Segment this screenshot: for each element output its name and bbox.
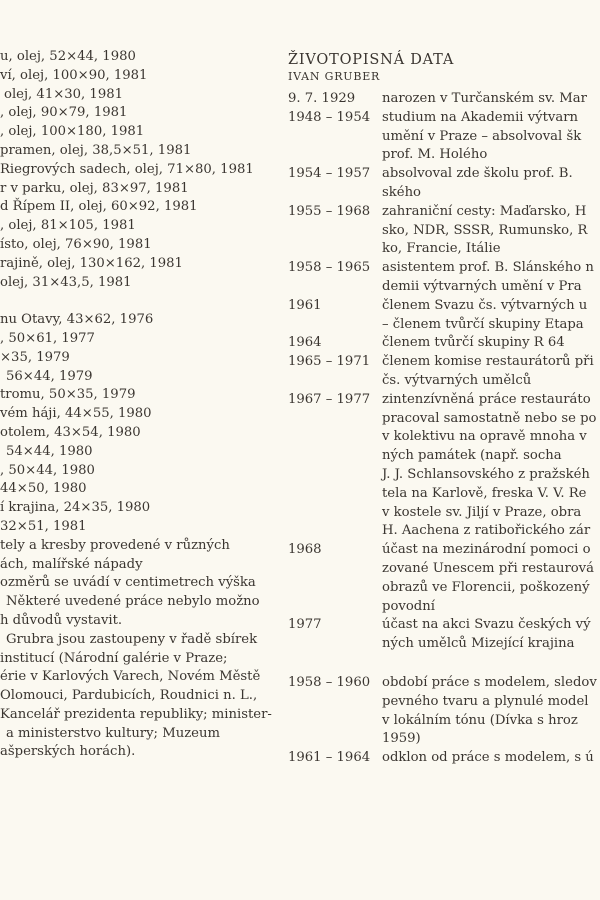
entry-text [382, 353, 600, 391]
text-line: ašperských horách). [0, 744, 136, 760]
entry-date: 1965 – 1971 [288, 354, 371, 370]
entry-text-line: pracoval samostatně nebo se po [382, 410, 597, 426]
text-line: í krajina, 24×35, 1980 [0, 500, 151, 516]
entry-text-line: prof. M. Holého [382, 147, 488, 163]
text-line: 32×51, 1981 [0, 518, 87, 534]
entry-text-line: ných památek (např. socha [382, 448, 562, 464]
entry-date: 1961 [288, 297, 322, 313]
entry-text [382, 749, 600, 768]
text-line: nu Otavy, 43×62, 1976 [0, 312, 154, 328]
text-line: ísto, olej, 76×90, 1981 [0, 236, 152, 252]
entry-text [382, 109, 600, 165]
timeline-entry [288, 334, 600, 353]
text-line: Některé uvedené práce nebylo možno [6, 594, 260, 610]
text-line: h důvodů vystavit. [0, 612, 123, 628]
entry-text-line: v kostele sv. Jiljí v Praze, obra [382, 504, 582, 520]
text-line: , olej, 81×105, 1981 [0, 218, 136, 234]
entry-text-line: studium na Akademii výtvarn [382, 109, 579, 125]
entry-text-line: účast na mezinárodní pomoci o [382, 542, 591, 558]
entry-text [382, 541, 600, 616]
entry-text [382, 297, 600, 335]
text-line: tely a kresby provedené v různých [0, 537, 230, 553]
entry-text-line: v lokálním tónu (Dívka s hroz [382, 712, 578, 728]
blank-line [0, 292, 280, 311]
text-line: tromu, 50×35, 1979 [0, 387, 136, 403]
text-line: Kancelář prezidenta republiky; minister- [0, 706, 272, 722]
timeline-entry [288, 749, 600, 768]
text-line: olej, 31×43,5, 1981 [0, 274, 132, 290]
text-line: 56×44, 1979 [6, 368, 93, 384]
entry-text-line: narozen v Turčanském sv. Mar [382, 91, 587, 106]
entry-date: 1961 – 1964 [288, 750, 371, 766]
text-line: , 50×44, 1980 [0, 462, 95, 478]
entry-text-line: zahraniční cesty: Maďarsko, H [382, 203, 587, 219]
entry-text-line: tela na Karlově, freska V. V. Re [382, 485, 587, 501]
entry-text-line: ko, Francie, Itálie [382, 241, 501, 257]
timeline-entry [288, 391, 600, 541]
entry-date: 1958 – 1965 [288, 260, 371, 276]
text-line: a ministerstvo kultury; Muzeum [6, 725, 220, 741]
text-line: rajině, olej, 130×162, 1981 [0, 255, 183, 271]
entry-text-line: v kolektivu na opravě mnoha v [382, 429, 587, 445]
entry-text [382, 203, 600, 259]
artist-name: IVAN GRUBER [288, 70, 381, 83]
entry-text-line: účast na akci Svazu českých vý [382, 617, 591, 633]
entry-text-line: pevného tvaru a plynulé model [382, 693, 589, 709]
entry-text-line: ných umělců Mizející krajina [382, 636, 575, 652]
entry-date: 1948 – 1954 [288, 109, 371, 125]
timeline-entry [288, 616, 600, 654]
timeline-entry [288, 259, 600, 297]
entry-text-line: sko, NDR, SSSR, Rumunsko, R [382, 222, 588, 238]
text-line: Riegrových sadech, olej, 71×80, 1981 [0, 161, 254, 177]
text-line: ozměrů se uvádí v centimetrech výška [0, 575, 256, 591]
entry-text-line: umění v Praze – absolvoval šk [382, 128, 582, 144]
timeline-entry [288, 674, 600, 749]
text-line: 44×50, 1980 [0, 481, 87, 497]
entry-date: 1964 [288, 335, 322, 351]
entry-text-line: obrazů ve Florencii, poškozený [382, 579, 590, 595]
text-line: érie v Karlových Varech, Novém Městě [0, 669, 261, 685]
entry-text [382, 165, 600, 203]
entry-date: 1968 [288, 542, 322, 558]
left-column [0, 48, 280, 762]
text-line: pramen, olej, 38,5×51, 1981 [0, 142, 192, 158]
entry-date: 1958 – 1960 [288, 674, 371, 690]
entry-date: 1954 – 1957 [288, 166, 371, 182]
entry-text-line: odklon od práce s modelem, s ú [382, 750, 594, 766]
text-line: 54×44, 1980 [6, 443, 93, 459]
entry-date: 1955 – 1968 [288, 203, 371, 219]
entry-text-line: členem Svazu čs. výtvarných u [382, 297, 588, 313]
entry-text [382, 259, 600, 297]
timeline-entry [288, 203, 600, 259]
entry-text-line: – členem tvůrčí skupiny Etapa [382, 316, 584, 332]
entry-text [382, 391, 600, 541]
entry-date: 1967 – 1977 [288, 391, 371, 407]
timeline-entry [288, 165, 600, 203]
entry-text [382, 334, 600, 353]
timeline-entry [288, 297, 600, 335]
text-line: vém háji, 44×55, 1980 [0, 406, 152, 422]
entry-text [382, 616, 600, 654]
entry-text-line: ského [382, 184, 421, 200]
entry-text-line: povodní [382, 598, 435, 614]
text-line: ví, olej, 100×90, 1981 [0, 67, 148, 83]
entry-text-line: členem tvůrčí skupiny R 64 [382, 335, 565, 351]
entry-date: 1977 [288, 617, 322, 633]
entry-date: 9. 7. 1929 [288, 91, 356, 106]
text-line: , olej, 100×180, 1981 [0, 124, 145, 140]
text-line: Grubra jsou zastoupeny v řadě sbírek [6, 631, 258, 647]
text-line: ×35, 1979 [0, 349, 70, 365]
entry-text-line: zintenzívněná práce restauráto [382, 391, 591, 407]
entry-text-line: období práce s modelem, sledov [382, 674, 597, 690]
text-line: , 50×61, 1977 [0, 330, 95, 346]
text-line: olej, 41×30, 1981 [4, 86, 123, 102]
text-line: , olej, 90×79, 1981 [0, 105, 128, 121]
entry-text-line: 1959) [382, 731, 421, 747]
timeline-entry [288, 541, 600, 616]
text-line: r v parku, olej, 83×97, 1981 [0, 180, 189, 196]
text-line: u, olej, 52×44, 1980 [0, 49, 136, 64]
text-line: ách, malířské nápady [0, 556, 143, 572]
timeline-entry [288, 90, 600, 109]
text-line: institucí (Národní galérie v Praze; [0, 650, 228, 666]
biography-entries [288, 90, 600, 654]
timeline-entry [288, 353, 600, 391]
entry-text [382, 674, 600, 749]
entry-text-line: J. J. Schlansovského z pražskéh [382, 466, 590, 482]
right-column [288, 50, 600, 768]
entry-text-line: demii výtvarných umění v Pra [382, 278, 582, 294]
entry-text-line: čs. výtvarných umělců [382, 372, 532, 388]
artistic-periods-entries [288, 674, 600, 768]
entry-text-line: členem komise restaurátorů při [382, 354, 594, 370]
text-line: d Řípem II, olej, 60×92, 1981 [0, 199, 198, 215]
entry-text-line: absolvoval zde školu prof. B. [382, 166, 573, 182]
entry-text-line: H. Aachena z ratibořického zár [382, 523, 591, 539]
text-line: Olomouci, Pardubicích, Roudnici n. L., [0, 688, 258, 704]
section-heading: ŽIVOTOPISNÁ DATA [288, 52, 455, 68]
entry-text-line: asistentem prof. B. Slánského n [382, 260, 594, 276]
entry-text-line: zované Unescem při restaurová [382, 560, 594, 576]
entry-text [382, 90, 600, 109]
timeline-entry [288, 109, 600, 165]
text-line: otolem, 43×54, 1980 [0, 424, 141, 440]
